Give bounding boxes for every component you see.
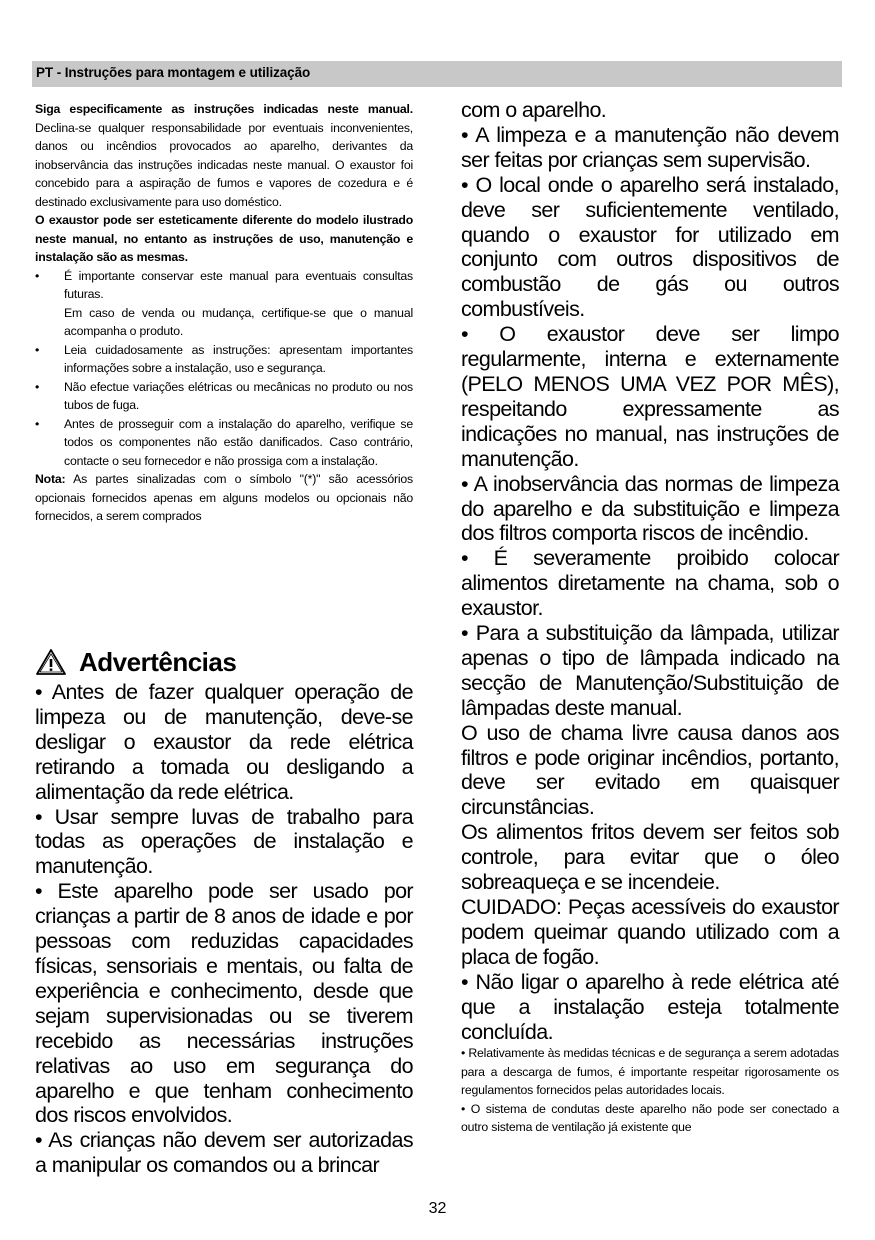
warning-paragraph: com o aparelho.: [461, 98, 607, 122]
list-item-text: Leia cuidadosamente as instruções: apresentam importantes informações sobre a instalação, uso e segurança.: [64, 342, 413, 375]
small-warning-paragraph: • O sistema de condutas deste aparelho não pode ser conectado a outro sistema de ventilação já existente que: [461, 1101, 839, 1135]
warning-paragraph: • Este aparelho pode ser usado por crianças a partir de 8 anos de idade e por pessoas com reduzidas capacidades físicas, sensoriais e mentais, ou falta de experiência e conhecimento, desde que sejam supervisionadas ou se tiverem recebido as necessárias instruções relativas ao uso em segurança do aparelho e que tenham conhecimento dos riscos envolvidos.: [35, 879, 413, 1128]
warnings-heading: [35, 645, 236, 679]
warning-paragraph: • Para a substituição da lâmpada, utilizar apenas o tipo de lâmpada indicado na secção de Manutenção/Substituição de lâmpadas deste manual.: [461, 621, 839, 720]
warning-paragraph: Os alimentos fritos devem ser feitos sob controle, para evitar que o óleo sobreaqueça e se incendeie.: [461, 820, 839, 895]
list-item: [35, 267, 413, 341]
list-item-text: Não efectue variações elétricas ou mecânicas no produto ou nos tubos de fuga.: [64, 379, 413, 412]
warning-paragraph: • Antes de fazer qualquer operação de limpeza ou de manutenção, deve-se desligar o exaustor da rede elétrica retirando a tomada ou desligando a alimentação da rede elétrica.: [35, 680, 413, 804]
small-warning-paragraph: • Relativamente às medidas técnicas e de segurança a serem adotadas para a descarga de fumos, é importante respeitar rigorosamente os regulamentos fornecidos pelas autoridades locais.: [461, 1046, 839, 1098]
section-title: PT - Instruções para montagem e utilização: [36, 65, 311, 80]
warnings-right-column: [461, 98, 839, 1137]
intro-paragraph: [35, 100, 413, 211]
list-item-text: Antes de prosseguir com a instalação do aparelho, verifique se todos os componentes não estão danificados. Caso contrário, contacte o seu fornecedor e não prossiga com a instalação.: [64, 416, 413, 468]
warnings-title: Advertências: [79, 646, 237, 677]
page-number: 32: [428, 1200, 447, 1217]
note: [35, 470, 413, 526]
warning-paragraph: • O local onde o aparelho será instalado, deve ser suficientemente ventilado, quando o exaustor for utilizado em conjunto com outros dispositivos de combustão de gás ou outros combustíveis.: [461, 172, 839, 322]
warning-paragraph: • A inobservância das normas de limpeza do aparelho e da substituição e limpeza dos filtros comporta riscos de incêndio.: [461, 471, 839, 546]
warning-paragraph: O uso de chama livre causa danos aos filtros e pode originar incêndios, portanto, deve ser evitado em quaisquer circunstâncias.: [461, 720, 839, 820]
bullet: •: [35, 416, 40, 431]
warning-paragraph: • É severamente proibido colocar alimentos diretamente na chama, sob o exaustor.: [461, 546, 839, 621]
list-item: [35, 378, 413, 415]
bullet: •: [35, 379, 40, 394]
note-label: Nota:: [35, 472, 66, 486]
list-item-text: É importante conservar este manual para eventuais consultas futuras.: [64, 268, 413, 301]
warning-paragraph: • A limpeza e a manutenção não devem ser feitas por crianças sem supervisão.: [461, 122, 839, 172]
warnings-left-column: [35, 680, 413, 1178]
intro-text: Declina-se qualquer responsabilidade por eventuais inconvenientes, danos ou incêndios provocados ao aparelho, derivantes da inobservância das instruções indicadas neste manual. O exaustor foi concebido para a aspiração de fumos e vapores de cozedura e é destinado exclusivamente para uso doméstico.: [35, 120, 413, 209]
section-header: [32, 61, 842, 87]
bullet: •: [35, 342, 40, 357]
list-item-text: Em caso de venda ou mudança, certifique-se que o manual acompanha o produto.: [64, 305, 413, 338]
note-text: As partes sinalizadas com o símbolo "(*)" são acessórios opcionais fornecidos apenas em alguns modelos ou opcionais não fornecidos, a serem comprados: [35, 472, 413, 523]
warning-paragraph: • As crianças não devem ser autorizadas a manipular os comandos ou a brincar: [35, 1128, 413, 1178]
list-item: [35, 341, 413, 378]
warning-triangle-icon: [35, 648, 67, 676]
warning-paragraph: CUIDADO: Peças acessíveis do exaustor podem queimar quando utilizado com a placa de fogão.: [461, 895, 839, 969]
list-item: [35, 415, 413, 471]
intro-bold-text: Siga especificamente as instruções indicadas neste manual.: [35, 102, 413, 116]
instructions-list: [35, 267, 413, 471]
warning-paragraph: • Usar sempre luvas de trabalho para todas as operações de instalação e manutenção.: [35, 804, 413, 879]
warning-paragraph: • O exaustor deve ser limpo regularmente, interna e externamente (PELO MENOS UMA VEZ POR MÊS), respeitando expressamente as indicações no manual, nas instruções de manutenção.: [461, 322, 839, 471]
warning-paragraph: • Não ligar o aparelho à rede elétrica até que a instalação esteja totalmente concluída.: [461, 969, 839, 1044]
intro-section: [35, 100, 413, 526]
model-note: O exaustor pode ser esteticamente diferente do modelo ilustrado neste manual, no entanto as instruções de uso, manutenção e instalação são as mesmas.: [35, 213, 413, 264]
bullet: •: [35, 268, 40, 283]
